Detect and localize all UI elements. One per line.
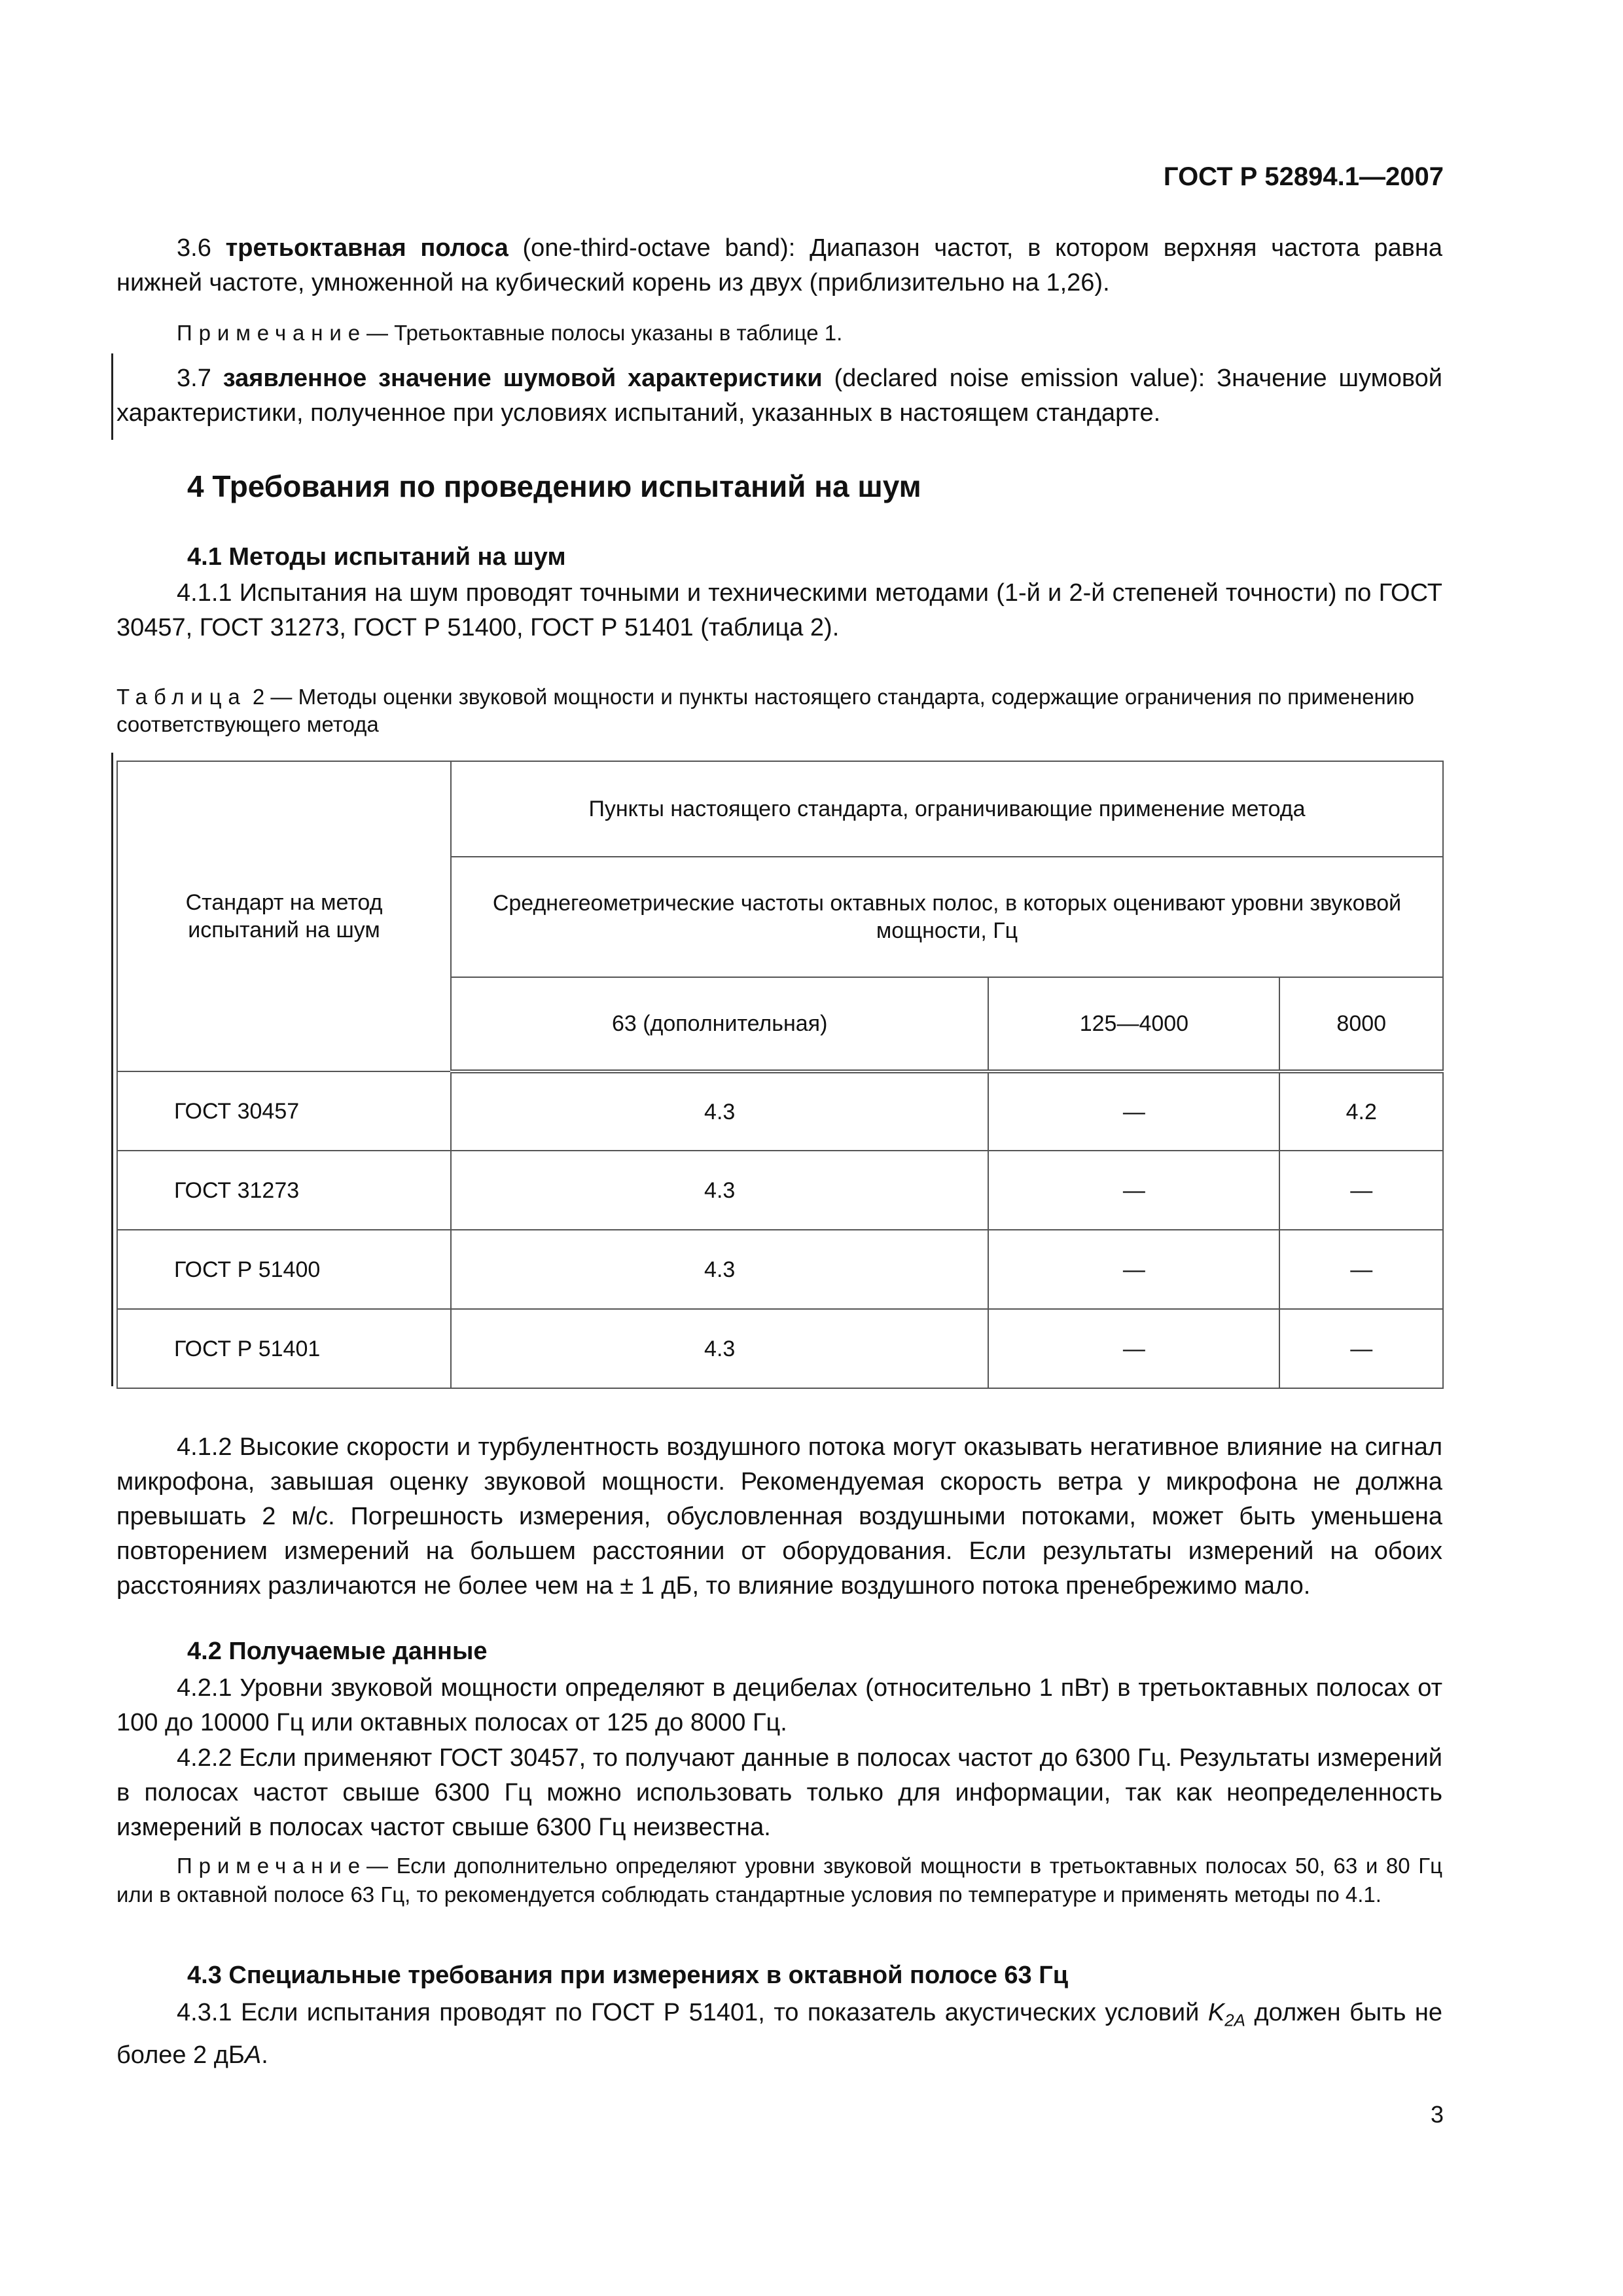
table-2-caption	[116, 683, 1442, 738]
clause-number: 3.7	[177, 365, 211, 392]
std-cell: ГОСТ Р 51400	[117, 1230, 451, 1309]
cell-63: 4.3	[451, 1151, 988, 1230]
table-row	[117, 1151, 1443, 1230]
symbol: K	[1207, 1999, 1225, 2026]
std-cell: ГОСТ 31273	[117, 1151, 451, 1230]
band-125-4000: 125—4000	[988, 977, 1279, 1071]
clause-number: 3.6	[177, 234, 211, 262]
section-4-heading: 4 Требования по проведению испытаний на шум	[187, 469, 921, 503]
paragraph-4-1-1: 4.1.1 Испытания на шум проводят точными и техническими методами (1-й и 2-й степеней точности) по ГОСТ 30457, ГОСТ 31273, ГОСТ Р 51400, ГОСТ Р 51401 (таблица 2).	[116, 579, 1442, 641]
band-63: 63 (дополнительная)	[451, 977, 988, 1071]
document-header: ГОСТ Р 52894.1—2007	[1163, 162, 1444, 191]
cell-125: —	[988, 1151, 1279, 1230]
note-text: — Если дополнительно определяют уровни звуковой мощности в третьоктавных полосах 50, 63 и 80 Гц или в октавной полосе 63 Гц, то рекомендуется соблюдать стандартные условия по температуре и применять методы по 4.1.	[116, 1854, 1442, 1907]
note-label: Примечание	[177, 1854, 367, 1878]
caption-text: 2 — Методы оценки звуковой мощности и пункты настоящего стандарта, содержащие ограничения по применению соответствующего метода	[116, 685, 1414, 736]
header-clauses: Пункты настоящего стандарта, ограничивающие применение метода	[451, 761, 1443, 857]
page-number: 3	[1430, 2101, 1444, 2128]
change-bar	[111, 353, 113, 440]
term: заявленное значение шумовой характеристики	[223, 365, 823, 392]
cell-125: —	[988, 1071, 1279, 1151]
note-label: Примечание	[177, 321, 367, 345]
header-standard: Стандарт на метод испытаний на шум	[117, 761, 451, 1071]
cell-63: 4.3	[451, 1230, 988, 1309]
paragraph-4-2-2: 4.2.2 Если применяют ГОСТ 30457, то получают данные в полосах частот до 6300 Гц. Результаты измерений в полосах частот свыше 6300 Гц можно использовать только для информации, так как неопределенность измерений в полосах частот свыше 6300 Гц неизвестна.	[116, 1744, 1442, 1841]
note-2	[116, 1852, 1442, 1909]
cell-63: 4.3	[451, 1309, 988, 1388]
caption-label: Таблица	[116, 685, 247, 709]
change-bar	[111, 753, 113, 1386]
cell-125: —	[988, 1230, 1279, 1309]
table-2	[116, 761, 1444, 1389]
section-4-2-heading: 4.2 Получаемые данные	[187, 1638, 488, 1665]
text-after: должен быть не более 2 дБ	[116, 1999, 1442, 2069]
header-frequencies: Среднегеометрические частоты октавных полос, в которых оценивают уровни звуковой мощности, Гц	[451, 857, 1443, 977]
text-end: .	[261, 2041, 268, 2069]
text-before: 4.3.1 Если испытания проводят по ГОСТ Р 51401, то показатель акустических условий	[177, 1999, 1200, 2026]
paragraph-4-1-2: 4.1.2 Высокие скорости и турбулентность воздушного потока могут оказывать негативное влияние на сигнал микрофона, завышая оценку звуковой мощности. Рекомендуемая скорость ветра у микрофона не должна превышать 2 м/с. Погрешность измерения, обусловленная воздушными потоками, может быть уменьшена повторением измерений на большем расстоянии от оборудования. Если результаты измерений на обоих расстояниях различаются не более чем на ± 1 дБ, то влияние воздушного потока пренебрежимо мало.	[116, 1433, 1442, 1600]
unit-italic: А	[244, 2041, 262, 2069]
std-cell: ГОСТ 30457	[117, 1071, 451, 1151]
clause-3-6	[116, 231, 1442, 300]
cell-8000: —	[1279, 1230, 1443, 1309]
cell-8000: —	[1279, 1309, 1443, 1388]
symbol-subscript: 2A	[1224, 2010, 1246, 2030]
cell-125: —	[988, 1309, 1279, 1388]
cell-8000: 4.2	[1279, 1071, 1443, 1151]
cell-8000: —	[1279, 1151, 1443, 1230]
definition: (declared noise emission value): Значение шумовой характеристики, полученное при условиях испытаний, указанных в настоящем стандарте.	[116, 365, 1442, 427]
clause-3-7	[116, 361, 1442, 431]
std-cell: ГОСТ Р 51401	[117, 1309, 451, 1388]
term: третьоктавная полоса	[225, 234, 508, 262]
table-row	[117, 1230, 1443, 1309]
table-row	[117, 1071, 1443, 1151]
cell-63: 4.3	[451, 1071, 988, 1151]
section-4-1-heading: 4.1 Методы испытаний на шум	[187, 543, 566, 571]
definition: (one-third-octave band): Диапазон частот, в котором верхняя частота равна нижней частоте, умноженной на кубический корень из двух (приблизительно на 1,26).	[116, 234, 1442, 296]
band-8000: 8000	[1279, 977, 1443, 1071]
paragraph-4-2-1: 4.2.1 Уровни звуковой мощности определяют в децибелах (относительно 1 пВт) в третьоктавных полосах от 100 до 10000 Гц или октавных полосах от 125 до 8000 Гц.	[116, 1674, 1442, 1736]
section-4-3-heading: 4.3 Специальные требования при измерениях в октавной полосе 63 Гц	[187, 1962, 1069, 1989]
paragraph-4-3-1	[116, 1996, 1442, 2073]
note-text: — Третьоктавные полосы указаны в таблице 1.	[366, 321, 843, 345]
table-row	[117, 1309, 1443, 1388]
note-1	[116, 319, 1442, 348]
